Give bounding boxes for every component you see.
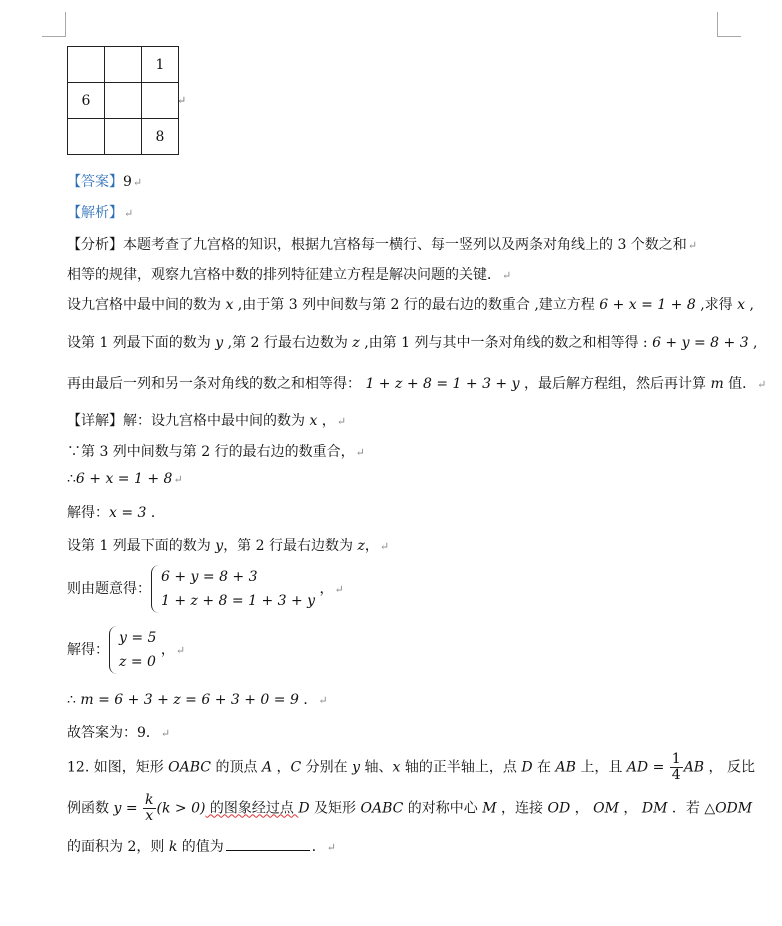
paragraph-mark-icon: ↵ bbox=[132, 176, 143, 189]
brace-icon bbox=[151, 565, 159, 613]
text: ，最后解方程组，然后再计算 bbox=[519, 376, 711, 392]
math-var: x bbox=[225, 297, 234, 313]
math-equation: y = 5 bbox=[119, 630, 157, 646]
text: 轴、 bbox=[360, 759, 393, 776]
math-var: y bbox=[215, 538, 224, 554]
question-12-line-1 bbox=[67, 752, 755, 783]
math-equation: 6 + x = 1 + 8 bbox=[75, 471, 173, 487]
text: 例函数 bbox=[67, 800, 114, 817]
equation-system bbox=[109, 626, 156, 674]
text: 设第 1 列最下面的数为 bbox=[67, 335, 216, 351]
grid-row bbox=[68, 83, 179, 119]
detail-step-1 bbox=[67, 441, 365, 461]
analysis-label: 【解析】 bbox=[67, 205, 123, 221]
text: 解：设九宫格中最中间的数为 bbox=[123, 413, 310, 429]
text: ,由于第 3 列中间数与第 2 行的最右边的数重合 ,建立方程 bbox=[233, 297, 600, 313]
text: ， bbox=[156, 642, 175, 658]
answer-label: 【答案】 bbox=[67, 174, 123, 190]
answer-value: 9 bbox=[123, 174, 132, 190]
grid-cell bbox=[105, 83, 142, 119]
paragraph-mark-icon: ↵ bbox=[177, 94, 187, 107]
text: ,由第 1 列与其中一条对角线的数之和相等得 : bbox=[359, 335, 653, 351]
math-var: OABC bbox=[168, 759, 212, 776]
text: ． bbox=[298, 692, 318, 708]
text: ,第 2 行最右边数为 bbox=[223, 335, 353, 351]
equation-system bbox=[151, 565, 315, 613]
math-var: y bbox=[215, 335, 224, 351]
paragraph-mark-icon: ↵ bbox=[175, 644, 186, 657]
math-var: OD bbox=[547, 800, 571, 817]
grid-cell bbox=[105, 47, 142, 83]
grid-cell: 6 bbox=[68, 83, 105, 119]
text: ， bbox=[315, 581, 334, 597]
text: ， bbox=[364, 538, 379, 554]
grid-cell: 8 bbox=[142, 119, 179, 155]
math-var: AB bbox=[555, 759, 576, 776]
grid-cell: 1 bbox=[142, 47, 179, 83]
text: 12. 如图，矩形 bbox=[67, 759, 169, 776]
grid-row bbox=[68, 119, 179, 155]
text: 的图象经过点 bbox=[205, 800, 299, 817]
detail-step-5 bbox=[67, 565, 344, 613]
text: 故答案为：9． bbox=[67, 725, 160, 741]
grid-cell bbox=[105, 119, 142, 155]
text: ． bbox=[146, 505, 165, 521]
crop-mark-top-right bbox=[717, 12, 718, 36]
text: ．若 bbox=[667, 800, 705, 817]
math-var: x bbox=[392, 759, 401, 776]
fenxi-text-2: 相等的规律，观察九宫格中数的排列特征建立方程是解决问题的关键． bbox=[67, 267, 501, 283]
text: ， bbox=[618, 800, 642, 817]
fraction bbox=[143, 793, 155, 824]
text: ， bbox=[272, 759, 291, 776]
detail-step-7 bbox=[67, 689, 328, 709]
paragraph-mark-icon: ↵ bbox=[173, 473, 183, 486]
text: ，连接 bbox=[496, 800, 548, 817]
analysis-para-3 bbox=[67, 373, 766, 393]
text: 在 bbox=[532, 759, 556, 776]
math-var: A bbox=[261, 759, 273, 776]
text: 的值为 bbox=[177, 839, 224, 855]
math-condition: (k > 0) bbox=[156, 800, 206, 817]
math-var: x bbox=[737, 297, 746, 313]
paragraph-mark-icon: ↵ bbox=[326, 841, 336, 854]
paragraph-mark-icon: ↵ bbox=[124, 207, 134, 220]
math-equation: 6 + y = 8 + 3 bbox=[652, 335, 749, 351]
math-equation: 6 + x = 1 + 8 bbox=[599, 297, 696, 313]
final-answer-line bbox=[67, 722, 170, 742]
paragraph-mark-icon: ↵ bbox=[687, 239, 698, 252]
text: 的顶点 bbox=[211, 759, 262, 776]
crop-mark-top-left bbox=[65, 12, 66, 36]
math-var: D bbox=[298, 800, 310, 817]
math-var: z bbox=[357, 538, 365, 554]
math-var: m bbox=[710, 376, 724, 392]
paragraph-mark-icon: ↵ bbox=[334, 583, 344, 596]
answer-line bbox=[67, 171, 142, 191]
text: 的对称中心 bbox=[403, 800, 483, 817]
math-var: △ODM bbox=[704, 800, 753, 817]
text: = bbox=[648, 759, 669, 776]
analysis-para-1 bbox=[67, 294, 754, 314]
grid-cell bbox=[68, 119, 105, 155]
text: 解得： bbox=[67, 642, 109, 658]
math-var: C bbox=[290, 759, 302, 776]
text: 解得： bbox=[67, 505, 109, 521]
paragraph-mark-icon: ↵ bbox=[757, 378, 767, 391]
grid-row bbox=[68, 47, 179, 83]
math-equation: x = 3 bbox=[109, 505, 147, 521]
text: ,求得 bbox=[695, 297, 738, 313]
fraction-denominator: 4 bbox=[671, 767, 681, 783]
detail-label: 【详解】 bbox=[67, 413, 123, 429]
fenxi-text-1: 本题考查了九宫格的知识，根据九宫格每一横行、每一竖列以及两条对角线上的 3 个数之和 bbox=[123, 237, 687, 253]
grid-cell bbox=[68, 47, 105, 83]
paragraph-mark-icon: ↵ bbox=[336, 415, 347, 428]
fraction-denominator: x bbox=[145, 808, 154, 824]
math-equation: m = 6 + 3 + z = 6 + 3 + 0 = 9 bbox=[80, 692, 299, 708]
grid-cell bbox=[142, 83, 179, 119]
math-var: D bbox=[521, 759, 533, 776]
fenxi-line-1 bbox=[67, 234, 697, 254]
math-var: x bbox=[309, 413, 318, 429]
text: 上，且 bbox=[575, 759, 627, 776]
math-var: y bbox=[352, 759, 361, 776]
brace-icon bbox=[109, 626, 117, 674]
text: 设第 1 列最下面的数为 bbox=[67, 538, 216, 554]
math-var: k bbox=[168, 839, 178, 855]
text: , bbox=[748, 335, 758, 351]
detail-step-3 bbox=[67, 502, 165, 522]
crop-mark-top-right bbox=[717, 36, 741, 37]
math-var: OM bbox=[593, 800, 619, 817]
math-var: z bbox=[352, 335, 360, 351]
analysis-para-2 bbox=[67, 332, 758, 352]
therefore-symbol: ∴ bbox=[67, 471, 76, 487]
text: ， bbox=[317, 413, 336, 429]
text: ∵第 3 列中间数与第 2 行的最右边的数重合， bbox=[67, 444, 355, 460]
text: 设九宫格中最中间的数为 bbox=[67, 297, 226, 313]
math-var: M bbox=[482, 800, 497, 817]
math-equation: 1 + z + 8 = 1 + 3 + y bbox=[365, 376, 520, 392]
math-var: y bbox=[113, 800, 122, 817]
nine-grid bbox=[67, 46, 179, 155]
detail-step-6 bbox=[67, 626, 185, 674]
text: 及矩形 bbox=[309, 800, 361, 817]
text: 则由题意得： bbox=[67, 581, 151, 597]
text: ． bbox=[311, 839, 326, 855]
text: 轴的正半轴上，点 bbox=[400, 759, 522, 776]
fenxi-label: 【分析】 bbox=[67, 237, 123, 253]
paragraph-mark-icon: ↵ bbox=[160, 727, 171, 740]
answer-blank bbox=[226, 838, 310, 851]
fraction-numerator: 1 bbox=[671, 751, 681, 767]
text: , bbox=[745, 297, 754, 313]
math-equation: 1 + z + 8 = 1 + 3 + y bbox=[161, 593, 316, 609]
paragraph-mark-icon: ↵ bbox=[379, 540, 390, 553]
therefore-symbol: ∴ bbox=[67, 692, 81, 708]
crop-mark-top-left bbox=[42, 36, 66, 37]
math-var: AD bbox=[626, 759, 649, 776]
text: 分别在 bbox=[301, 759, 353, 776]
analysis-title-line bbox=[67, 202, 133, 222]
text: ，第 2 行最右边数为 bbox=[223, 538, 358, 554]
math-var: AB bbox=[683, 759, 705, 776]
fraction bbox=[670, 752, 683, 783]
fenxi-line-2 bbox=[67, 264, 511, 284]
fraction-numerator: k bbox=[145, 792, 154, 808]
text: 的面积为 2，则 bbox=[67, 839, 169, 855]
math-equation: 6 + y = 8 + 3 bbox=[161, 569, 258, 585]
paragraph-mark-icon: ↵ bbox=[502, 269, 512, 282]
text: 值． bbox=[723, 376, 757, 392]
math-equation: z = 0 bbox=[119, 654, 156, 670]
question-12-line-3 bbox=[67, 836, 336, 856]
paragraph-mark-icon: ↵ bbox=[318, 694, 328, 707]
math-var: DM bbox=[641, 800, 668, 817]
question-12-line-2: 例函数 y = $\frac{k}{x}$ (k > 0) 的图象经过点 D 及矩形 OABC 的对称中心 M ，连接 OD ， OM ， DM ．若 △ODM bbox=[67, 792, 753, 824]
detail-step-4 bbox=[67, 535, 389, 555]
paragraph-mark-icon: ↵ bbox=[355, 446, 365, 459]
detail-line bbox=[67, 410, 346, 430]
math-var: OABC bbox=[360, 800, 404, 817]
text: ， 反比 bbox=[704, 759, 755, 776]
text: ， bbox=[570, 800, 594, 817]
detail-step-2 bbox=[67, 471, 183, 487]
text: 再由最后一列和另一条对角线的数之和相等得： bbox=[67, 376, 366, 392]
